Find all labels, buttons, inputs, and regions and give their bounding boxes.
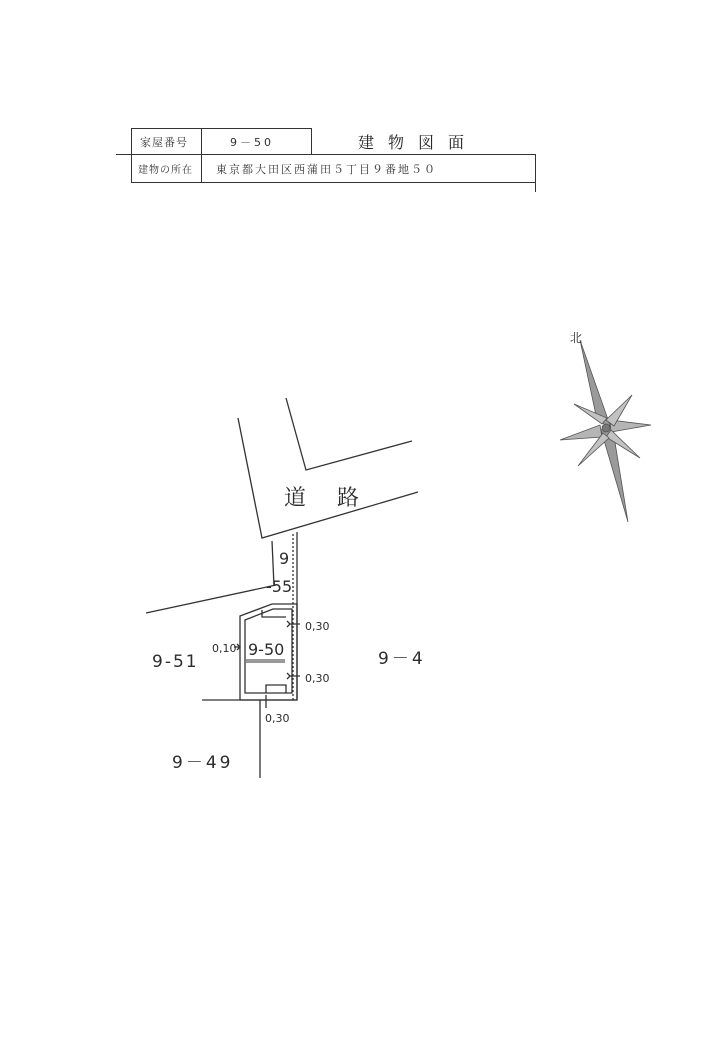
dim-bottom-label: 0,30 — [265, 712, 290, 725]
lot-road-lower-label: -55 — [266, 577, 293, 596]
dim-right-top-label: 0,30 — [305, 620, 330, 633]
dim-right-bottom-label: 0,30 — [305, 672, 330, 685]
location-label: 建物の所在 — [138, 165, 193, 176]
compass-center — [602, 424, 610, 432]
lot-bottom-label: 9－49 — [172, 753, 234, 773]
document-title: 建物図面 — [358, 133, 479, 152]
road-label: 道 路 — [284, 486, 371, 511]
compass-north-mark: 北 — [570, 331, 583, 345]
compass-arm-west — [560, 425, 602, 440]
lot-main-label: 9-50 — [248, 640, 285, 659]
house-number-value: 9－50 — [230, 136, 274, 149]
lot-road-upper-label: 9 — [279, 549, 290, 568]
dim-left-label: 0,10 — [212, 642, 237, 655]
lot-right-label: 9－4 — [378, 649, 426, 669]
location-value: 東京都大田区西蒲田５丁目９番地５０ — [216, 163, 437, 176]
lot-left-label: 9-51 — [152, 652, 199, 672]
house-number-label: 家屋番号 — [140, 136, 188, 149]
